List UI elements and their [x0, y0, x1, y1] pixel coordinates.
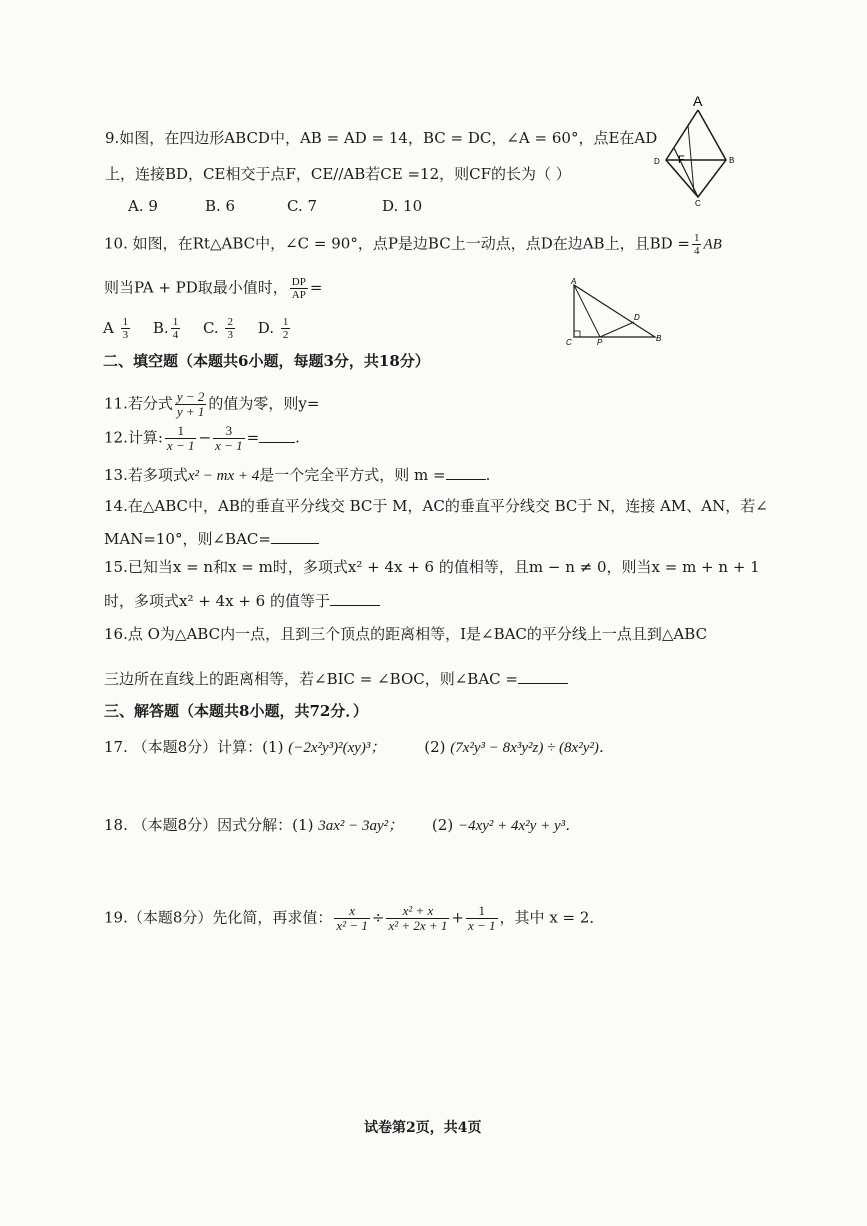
- q16-blank: [518, 669, 568, 684]
- q10-option-b: B. $\frac{1}{4}$: [152, 316, 179, 341]
- q17-text-a: 17. （本题8分）计算：(1): [104, 738, 284, 756]
- q14-line2: [104, 529, 319, 547]
- q12-text-a: 12.计算:: [104, 428, 163, 447]
- q19-fraction-1: $\frac{x}{\text{x² − 1}}$: [336, 903, 368, 933]
- q10-option-d: D. $\frac{1}{2}$: [257, 316, 289, 341]
- q15-line1: 15.已知当x = n和x = m时，多项式x² + 4x + 6 的值相等，且m − n ≠ 0，则当x = m + n + 1: [104, 558, 760, 576]
- q9-option-b: B. 6: [205, 197, 236, 215]
- q11-text-b: 的值为零，则y=: [208, 394, 320, 413]
- q15-text: 时，多项式x² + 4x + 6 的值等于: [104, 592, 330, 610]
- q18: [104, 818, 580, 834]
- q11-fraction: [175, 390, 207, 419]
- q10-frac-num: 1: [693, 232, 700, 244]
- q13-text-b: 是一个完全平方式，则 m =: [259, 466, 446, 484]
- q19-fraction-2: $\frac{\text{x² + x}}{\text{x² + 2x + 1}}$: [388, 903, 448, 933]
- q11-num: y − 2: [176, 389, 205, 404]
- q17-part-2: (2): [424, 738, 446, 756]
- q9-option-d: D. 10: [382, 197, 423, 215]
- q17-expr-2: (7x²y³ − 8x³y²z) ÷ (8x²y²)．: [450, 740, 614, 756]
- q12: 12.计算: $\frac{1}{x - 1}$ − $\frac{3}{x - 1}$ = .: [104, 423, 300, 453]
- q10-ratio-num: DP: [291, 276, 306, 288]
- q9-option-a: A. 9: [128, 197, 158, 215]
- q10-frac-den: 4: [693, 245, 700, 257]
- q19-fraction-3: $\frac{1}{x - 1}$: [468, 903, 496, 933]
- q12-fraction-2: $\frac{3}{x - 1}$: [215, 423, 243, 453]
- q18-text-a: 18. （本题8分）因式分解：(1): [104, 816, 314, 834]
- q10-ratio-fraction: [290, 276, 308, 301]
- q17: [104, 740, 614, 756]
- q9-label-d: D: [654, 157, 660, 166]
- q14-line1: 14.在△ABC中，AB的垂直平分线交 BC于 M，AC的垂直平分线交 BC于 N，连接 AM、AN，若∠: [104, 497, 768, 515]
- q9-label-f: F: [678, 154, 685, 166]
- q16-line1: 16.点 O为△ABC内一点，且到三个顶点的距离相等，I是∠BAC的平分线上一点且到△ABC: [104, 625, 708, 643]
- section-fill-in: 二、填空题（本题共6小题，每题3分，共18分）: [103, 352, 430, 370]
- q10-bd-fraction: [692, 232, 702, 257]
- q9-label-c: C: [695, 199, 701, 208]
- q13-blank: [446, 465, 486, 480]
- q10-label-a: A: [571, 277, 577, 286]
- q15-line2: [104, 591, 380, 609]
- q9-label-b: B: [729, 156, 735, 165]
- section-solutions: 三、解答题（本题共8小题，共72分．）: [104, 702, 368, 720]
- q10-line1: [104, 232, 722, 257]
- q9-line1: 9.如图，在四边形ABCD中，AB = AD = 14，BC = DC，∠A = 60°，点E在AD: [105, 129, 658, 147]
- q10-text-a: 10. 如图，在Rt△ABC中，∠C = 90°，点P是边BC上一动点，点D在边AB上，且BD =: [104, 234, 690, 253]
- q10-text-b: AB: [703, 236, 722, 253]
- q10-label-d: D: [634, 313, 640, 322]
- q9-option-c: C. 7: [287, 197, 318, 215]
- q12-fraction-1: $\frac{1}{x - 1}$: [166, 423, 195, 453]
- q10-label-p: P: [597, 338, 603, 347]
- q10-line2-a: 则当PA + PD取最小值时，: [104, 278, 288, 297]
- q9-figure: [648, 90, 743, 210]
- q10-ratio-den: AP: [291, 289, 306, 301]
- q10-line2: [104, 276, 322, 301]
- q11-den: y + 1: [176, 404, 205, 419]
- q13-text-a: 13.若多项式: [104, 466, 188, 484]
- q14-blank: [271, 529, 319, 544]
- q19: [104, 904, 604, 933]
- q13-expr: x² − mx + 4: [187, 468, 260, 484]
- q10-label-b: B: [656, 334, 662, 343]
- q11-text-a: 11.若分式: [104, 394, 173, 413]
- q19-op-1: ÷: [371, 908, 385, 927]
- q12-op: −: [198, 428, 212, 447]
- q10-line2-b: =: [309, 278, 323, 297]
- page-footer: 试卷第2页，共4页: [364, 1120, 482, 1136]
- q12-text-b: =: [246, 428, 260, 447]
- q11: [104, 390, 319, 419]
- q18-expr-1: 3ax² − 3ay²；: [318, 818, 404, 834]
- q18-part-2: (2): [431, 816, 454, 834]
- q10-options: [103, 316, 292, 341]
- q9-label-a: A: [693, 93, 703, 109]
- q10-label-c: C: [566, 338, 572, 347]
- q10-figure: [560, 275, 670, 350]
- q10-option-c: C. $\frac{2}{3}$: [202, 316, 233, 341]
- q16-line2: [104, 669, 568, 687]
- q12-blank: [259, 428, 295, 443]
- q13: 13.若多项式x² − mx + 4是一个完全平方式，则 m = .: [104, 466, 491, 484]
- q15-blank: [330, 591, 380, 606]
- q14-text: MAN=10°，则∠BAC=: [104, 530, 271, 548]
- q19-text-b: ，其中 x = 2．: [499, 908, 605, 927]
- q10-option-a: A $\frac{1}{3}$: [103, 316, 129, 341]
- q19-text-a: 19.（本题8分）先化简，再求值：: [104, 908, 333, 927]
- q9-line2: 上，连接BD，CE相交于点F，CE//AB若CE =12，则CF的长为（ ）: [105, 165, 571, 183]
- q18-expr-2: −4xy² + 4x²y + y³．: [457, 818, 581, 834]
- q19-op-2: +: [451, 908, 464, 927]
- q17-expr-1: (−2x²y³)²(xy)³；: [288, 740, 386, 756]
- q16-text: 三边所在直线上的距离相等，若∠BIC = ∠BOC，则∠BAC =: [104, 670, 518, 688]
